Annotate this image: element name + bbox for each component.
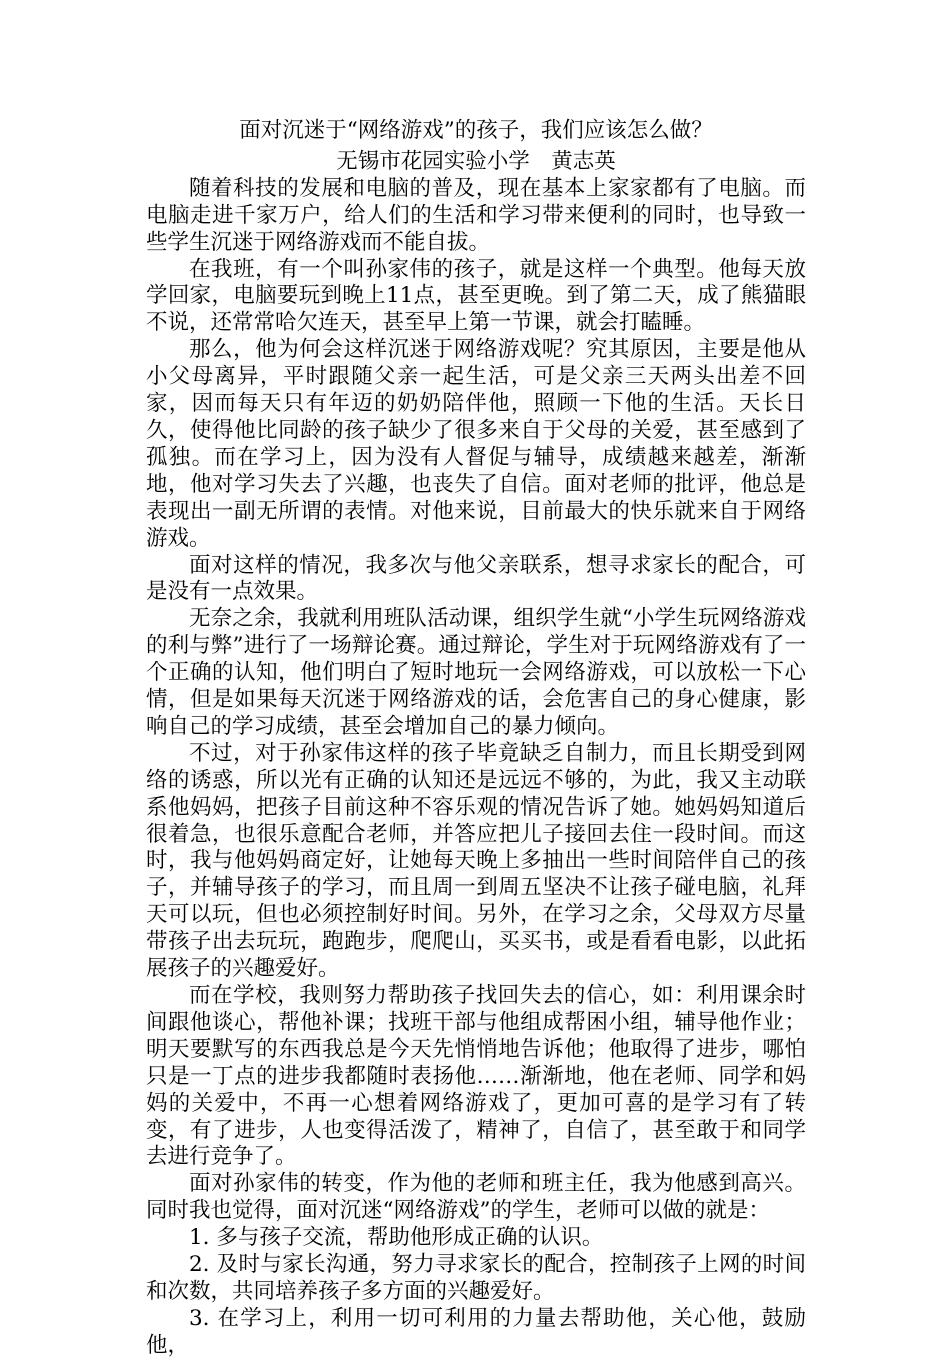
document-author: 无锡市花园实验小学 黄志英 xyxy=(336,148,616,174)
list-item-3: 3. 在学习上，利用一切可利用的力量去帮助他，关心他，鼓励他， xyxy=(146,1305,806,1358)
paragraph-5: 无奈之余，我就利用班队活动课，组织学生就“小学生玩网络游戏的利与弊”进行了一场辩论赛。通过辩论，学生对于玩网络游戏有了一个正确的认知，他们明白了短时地玩一会网络游戏，可以放松一下心情，但是如果每天沉迷于网络游戏的话，会危害自己的身心健康，影响自己的学习成绩，甚至会增加自己的暴力倾向。 xyxy=(146,606,806,739)
paragraph-1: 随着科技的发展和电脑的普及，现在基本上家家都有了电脑。而电脑走进千家万户，给人们的生活和学习带来便利的同时，也导致一些学生沉迷于网络游戏而不能自拔。 xyxy=(146,175,806,255)
document-body xyxy=(146,176,806,1360)
document-title: 面对沉迷于“网络游戏”的孩子，我们应该怎么做？ xyxy=(239,118,713,143)
paragraph-8: 面对孙家伟的转变，作为他的老师和班主任，我为他感到高兴。同时我也觉得，面对沉迷“网络游戏”的学生，老师可以做的就是： xyxy=(146,1171,806,1224)
list-item-1: 1. 多与孩子交流，帮助他形成正确的认识。 xyxy=(189,1225,604,1251)
paragraph-2: 在我班，有一个叫孙家伟的孩子，就是这样一个典型。他每天放学回家，电脑要玩到晚上11点，甚至更晚。到了第二天，成了熊猫眼不说，还常常哈欠连天，甚至早上第一节课，就会打瞌睡。 xyxy=(146,256,806,336)
paragraph-6: 不过，对于孙家伟这样的孩子毕竟缺乏自制力，而且长期受到网络的诱惑，所以光有正确的认知还是远远不够的，为此，我又主动联系他妈妈，把孩子目前这种不容乐观的情况告诉了她。她妈妈知道后很着急，也很乐意配合老师，并答应把儿子接回去住一段时间。而这时，我与他妈妈商定好，让她每天晚上多抽出一些时间陪伴自己的孩子，并辅导孩子的学习，而且周一到周五坚决不让孩子碰电脑，礼拜天可以玩，但也必须控制好时间。另外，在学习之余，父母双方尽量带孩子出去玩玩，跑跑步，爬爬山，买买书，或是看看电影，以此拓展孩子的兴趣爱好。 xyxy=(146,740,806,982)
paragraph-7: 而在学校，我则努力帮助孩子找回失去的信心，如：利用课余时间跟他谈心，帮他补课；找班干部与他组成帮困小组，辅导他作业；明天要默写的东西我总是今天先悄悄地告诉他；他取得了进步，哪怕只是一丁点的进步我都随时表扬他……渐渐地，他在老师、同学和妈妈的关爱中，不再一心想着网络游戏了，更加可喜的是学习有了转变，有了进步，人也变得活泼了，精神了，自信了，甚至敢于和同学去进行竞争了。 xyxy=(146,983,806,1170)
paragraph-3: 那么，他为何会这样沉迷于网络游戏呢？究其原因，主要是他从小父母离异，平时跟随父亲一起生活，可是父亲三天两头出差不回家，因而每天只有年迈的奶奶陪伴他，照顾一下他的生活。天长日久，使得他比同龄的孩子缺少了很多来自于父母的关爱，甚至感到了孤独。而在学习上，因为没有人督促与辅导，成绩越来越差，渐渐地，他对学习失去了兴趣，也丧失了自信。面对老师的批评，他总是表现出一副无所谓的表情。对他来说，目前最大的快乐就来自于网络游戏。 xyxy=(146,337,806,551)
paragraph-4: 面对这样的情况，我多次与他父亲联系，想寻求家长的配合，可是没有一点效果。 xyxy=(146,552,806,605)
document-page xyxy=(146,118,806,1360)
list-item-2: 2. 及时与家长沟通，努力寻求家长的配合，控制孩子上网的时间和次数，共同培养孩子多方面的兴趣爱好。 xyxy=(146,1252,806,1304)
